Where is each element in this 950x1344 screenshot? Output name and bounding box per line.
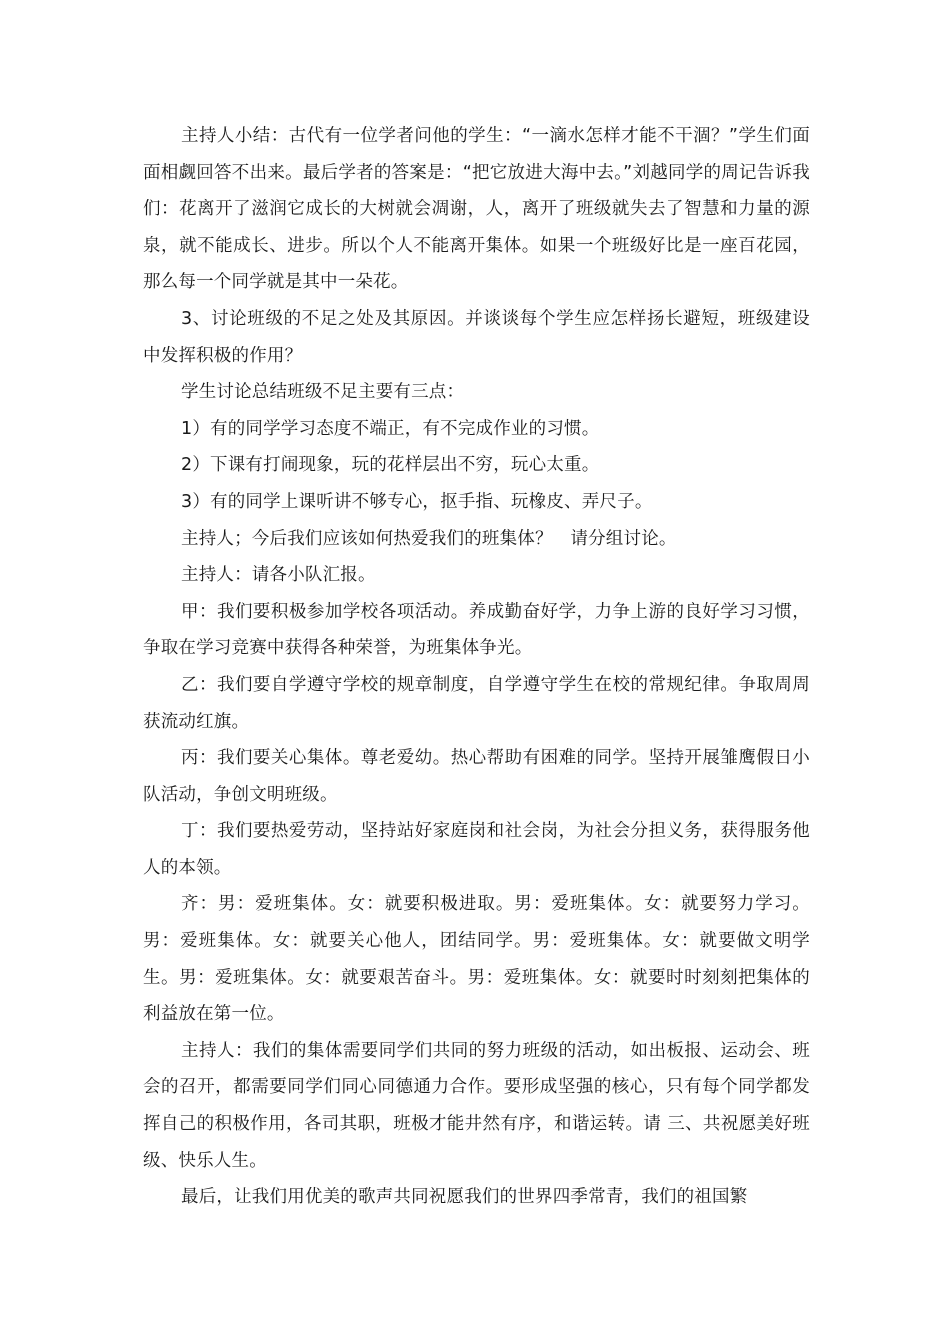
paragraph-closing: 最后，让我们用优美的歌声共同祝愿我们的世界四季常青，我们的祖国繁 — [181, 1187, 748, 1208]
paragraph-discussion-topic: 3、讨论班级的不足之处及其原因。并谈谈每个学生应怎样扬长避短，班级建设中发挥积极的作用？ — [143, 308, 810, 366]
paragraph-shortcoming-1: 1）有的同学学习态度不端正，有不完成作业的习惯。 — [181, 418, 600, 439]
paragraph-host-question: 主持人；今后我们应该如何热爱我们的班集体？ 请分组讨论。 — [181, 528, 677, 549]
paragraph-shortcoming-2: 2）下课有打闹现象，玩的花样层出不穷，玩心太重。 — [181, 455, 600, 476]
paragraph-discussion-summary: 学生讨论总结班级不足主要有三点： — [181, 382, 465, 403]
document-body — [143, 118, 810, 1216]
paragraph-host-summary: 主持人小结：古代有一位学者问他的学生：“一滴水怎样才能不干涸？”学生们面面相觑回答不出来。最后学者的答案是：“把它放进大海中去。”刘越同学的周记告诉我们：花离开了滋润它成长的大树就会凋谢，人，离开了班级就失去了智慧和力量的源泉，就不能成长、进步。所以个人不能离开集体。如果一个班级好比是一座百花园，那么每一个同学就是其中一朵花。 — [143, 126, 810, 293]
paragraph-host-conclusion: 主持人：我们的集体需要同学们共同的努力班级的活动，如出板报、运动会、班会的召开，都需要同学们同心同德通力合作。要形成坚强的核心，只有每个同学都发挥自己的积极作用，各司其职，班极才能井然有序，和谐运转。请 三、共祝愿美好班级、快乐人生。 — [143, 1040, 810, 1171]
paragraph-group-jia: 甲：我们要积极参加学校各项活动。养成勤奋好学，力争上游的良好学习习惯，争取在学习竞赛中获得各种荣誉，为班集体争光。 — [143, 601, 810, 659]
paragraph-host-report: 主持人：请各小队汇报。 — [181, 565, 376, 586]
paragraph-chorus: 齐：男：爱班集体。女：就要积极进取。男：爱班集体。女：就要努力学习。男：爱班集体。女：就要关心他人，团结同学。男：爱班集体。女：就要做文明学生。男：爱班集体。女：就要艰苦奋斗。男：爱班集体。女：就要时时刻刻把集体的利益放在第一位。 — [143, 894, 810, 1025]
paragraph-group-ding: 丁：我们要热爱劳动，坚持站好家庭岗和社会岗，为社会分担义务，获得服务他人的本领。 — [143, 821, 810, 878]
paragraph-group-bing: 丙：我们要关心集体。尊老爱幼。热心帮助有困难的同学。坚持开展雏鹰假日小队活动，争创文明班级。 — [143, 748, 810, 805]
paragraph-shortcoming-3: 3）有的同学上课听讲不够专心，抠手指、玩橡皮、弄尺子。 — [181, 491, 653, 512]
paragraph-group-yi: 乙：我们要自学遵守学校的规章制度，自学遵守学生在校的常规纪律。争取周周获流动红旗。 — [143, 674, 810, 732]
